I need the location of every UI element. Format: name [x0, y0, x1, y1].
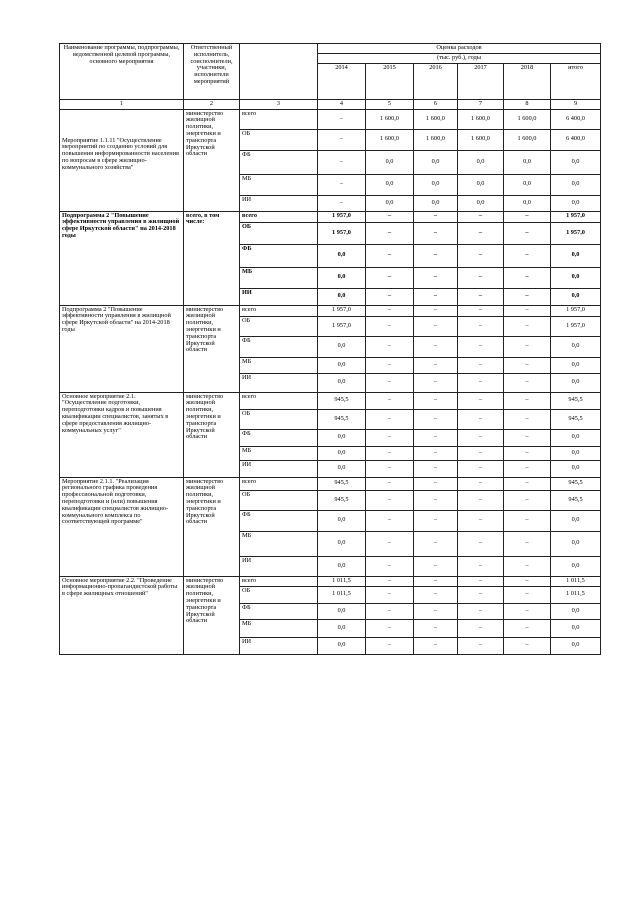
year-value-cell: –	[414, 267, 458, 288]
year-value-cell: –	[414, 510, 458, 531]
total-cell: 1 011,5	[551, 586, 601, 603]
year-value-cell: 0,0	[318, 637, 366, 654]
year-value-cell: –	[414, 619, 458, 637]
total-cell: 945,5	[551, 477, 601, 490]
header-year: 2016	[414, 63, 458, 99]
total-cell: 1 957,0	[551, 211, 601, 222]
year-value-cell: 1 957,0	[318, 305, 366, 316]
year-value-cell: –	[504, 211, 551, 222]
funding-source: ОБ	[240, 586, 318, 603]
year-value-cell: –	[458, 576, 504, 586]
year-value-cell: –	[458, 222, 504, 244]
year-value-cell: 1 600,0	[366, 129, 414, 150]
year-value-cell: –	[318, 109, 366, 129]
year-value-cell: 1 011,5	[318, 586, 366, 603]
total-cell: 1 957,0	[551, 305, 601, 316]
funding-source: ИИ	[240, 556, 318, 576]
total-cell: 0,0	[551, 446, 601, 460]
program-name: Основное мероприятие 2.1. "Осуществление подготовки, переподготовки кадров и повышения квалификации специалистов, занятых в сфере предоставления жилищно-коммунальных услуг"	[60, 392, 184, 477]
year-value-cell: 0,0	[458, 174, 504, 195]
total-cell: 1 957,0	[551, 316, 601, 336]
year-value-cell: 1 600,0	[504, 129, 551, 150]
year-value-cell: –	[318, 129, 366, 150]
year-value-cell: 945,5	[318, 490, 366, 510]
year-value-cell: –	[504, 477, 551, 490]
year-value-cell: 0,0	[318, 429, 366, 446]
funding-source: ФБ	[240, 336, 318, 357]
total-cell: 0,0	[551, 336, 601, 357]
year-value-cell: –	[366, 409, 414, 429]
year-value-cell: –	[366, 619, 414, 637]
year-value-cell: 1 600,0	[458, 109, 504, 129]
year-value-cell: –	[366, 460, 414, 477]
year-value-cell: –	[414, 392, 458, 409]
responsible-executor: министерство жилищной политики, энергетики и транспорта Иркутской области	[184, 477, 240, 576]
funding-source: ФБ	[240, 150, 318, 174]
funding-source: ОБ	[240, 129, 318, 150]
year-value-cell: –	[414, 409, 458, 429]
year-value-cell: 1 600,0	[366, 109, 414, 129]
year-value-cell: 0,0	[458, 195, 504, 211]
total-cell: 6 400,0	[551, 129, 601, 150]
year-value-cell: –	[414, 490, 458, 510]
year-value-cell: –	[504, 409, 551, 429]
funding-source: всего	[240, 576, 318, 586]
year-value-cell: 945,5	[318, 392, 366, 409]
funding-source: всего	[240, 392, 318, 409]
col-number: 5	[366, 99, 414, 109]
header-blank	[240, 44, 318, 100]
table-row	[60, 305, 601, 316]
year-value-cell: –	[366, 446, 414, 460]
total-cell: 0,0	[551, 267, 601, 288]
year-value-cell: –	[504, 429, 551, 446]
expense-table	[59, 43, 601, 655]
table-row	[60, 477, 601, 490]
year-value-cell: –	[458, 510, 504, 531]
year-value-cell: 945,5	[318, 477, 366, 490]
responsible-executor: всего, в том числе:	[184, 211, 240, 305]
year-value-cell: –	[414, 244, 458, 267]
year-value-cell: 0,0	[366, 174, 414, 195]
year-value-cell: –	[414, 603, 458, 619]
year-value-cell: –	[504, 373, 551, 392]
col-number: 9	[551, 99, 601, 109]
year-value-cell: –	[366, 211, 414, 222]
table-row	[60, 109, 601, 129]
year-value-cell: –	[318, 195, 366, 211]
funding-source: МБ	[240, 267, 318, 288]
funding-source: ФБ	[240, 429, 318, 446]
year-value-cell: –	[458, 244, 504, 267]
total-cell: 0,0	[551, 603, 601, 619]
year-value-cell: –	[366, 244, 414, 267]
year-value-cell: 0,0	[318, 510, 366, 531]
year-value-cell: –	[458, 586, 504, 603]
header-year: 2017	[458, 63, 504, 99]
total-cell: 0,0	[551, 637, 601, 654]
total-cell: 1 957,0	[551, 222, 601, 244]
year-value-cell: –	[504, 267, 551, 288]
year-value-cell: –	[366, 576, 414, 586]
total-cell: 0,0	[551, 288, 601, 305]
year-value-cell: 1 957,0	[318, 211, 366, 222]
total-cell: 945,5	[551, 392, 601, 409]
year-value-cell: 0,0	[318, 531, 366, 556]
year-value-cell: –	[414, 357, 458, 373]
header-unit: (тыс. руб.), годы	[318, 53, 601, 63]
year-value-cell: 0,0	[318, 619, 366, 637]
year-value-cell: 0,0	[318, 373, 366, 392]
year-value-cell: –	[504, 510, 551, 531]
year-value-cell: –	[366, 510, 414, 531]
year-value-cell: –	[414, 460, 458, 477]
year-value-cell: –	[458, 477, 504, 490]
year-value-cell: –	[504, 637, 551, 654]
year-value-cell: –	[414, 288, 458, 305]
year-value-cell: 0,0	[318, 357, 366, 373]
year-value-cell: –	[504, 490, 551, 510]
year-value-cell: –	[414, 576, 458, 586]
total-cell: 0,0	[551, 174, 601, 195]
col-number: 6	[414, 99, 458, 109]
year-value-cell: –	[458, 288, 504, 305]
year-value-cell: –	[504, 446, 551, 460]
year-value-cell: –	[414, 336, 458, 357]
total-cell: 0,0	[551, 556, 601, 576]
year-value-cell: 1 600,0	[414, 129, 458, 150]
year-value-cell: 1 600,0	[458, 129, 504, 150]
year-value-cell: –	[458, 409, 504, 429]
funding-source: всего	[240, 305, 318, 316]
program-name: Подпрограмма 2 "Повышение эффективности управления в жилищной сфере Иркутской области" на 2014-2018 годы	[60, 305, 184, 392]
year-value-cell: –	[504, 603, 551, 619]
total-cell: 0,0	[551, 357, 601, 373]
header-total: итого	[551, 63, 601, 99]
year-value-cell: –	[366, 373, 414, 392]
total-cell: 0,0	[551, 244, 601, 267]
year-value-cell: –	[458, 211, 504, 222]
year-value-cell: 0,0	[318, 603, 366, 619]
funding-source: МБ	[240, 174, 318, 195]
header-name: Наименование программы, подпрограммы, ведомственной целевой программы, основного мероприятия	[60, 44, 184, 100]
table-row	[60, 576, 601, 586]
responsible-executor: министерство жилищной политики, энергетики и транспорта Иркутской области	[184, 576, 240, 654]
funding-source: ИИ	[240, 373, 318, 392]
year-value-cell: –	[366, 392, 414, 409]
funding-source: МБ	[240, 531, 318, 556]
year-value-cell: –	[414, 211, 458, 222]
year-value-cell: –	[366, 477, 414, 490]
total-cell: 0,0	[551, 531, 601, 556]
funding-source: всего	[240, 211, 318, 222]
responsible-executor: министерство жилищной политики, энергетики и транспорта Иркутской области	[184, 392, 240, 477]
year-value-cell: –	[504, 336, 551, 357]
total-cell: 1 011,5	[551, 576, 601, 586]
year-value-cell: –	[366, 288, 414, 305]
col-number: 2	[184, 99, 240, 109]
program-name: Основное мероприятие 2.2. "Проведение информационно-пропагандистской работы в сфере жилищных отношений"	[60, 576, 184, 654]
responsible-executor: министерство жилищной политики, энергетики и транспорта Иркутской области	[184, 109, 240, 211]
year-value-cell: –	[414, 316, 458, 336]
year-value-cell: –	[366, 357, 414, 373]
funding-source: ИИ	[240, 637, 318, 654]
year-value-cell: –	[458, 357, 504, 373]
responsible-executor: министерство жилищной политики, энергетики и транспорта Иркутской области	[184, 305, 240, 392]
total-cell: 0,0	[551, 195, 601, 211]
total-cell: 945,5	[551, 409, 601, 429]
year-value-cell: –	[366, 603, 414, 619]
year-value-cell: –	[366, 531, 414, 556]
header-year: 2018	[504, 63, 551, 99]
total-cell: 6 400,0	[551, 109, 601, 129]
total-cell: 0,0	[551, 460, 601, 477]
total-cell: 0,0	[551, 619, 601, 637]
table-row	[60, 392, 601, 409]
year-value-cell: –	[366, 429, 414, 446]
year-value-cell: –	[458, 619, 504, 637]
year-value-cell: 0,0	[414, 174, 458, 195]
col-number: 7	[458, 99, 504, 109]
col-number: 1	[60, 99, 184, 109]
funding-source: ОБ	[240, 490, 318, 510]
year-value-cell: 1 011,5	[318, 576, 366, 586]
year-value-cell: –	[504, 288, 551, 305]
year-value-cell: 0,0	[504, 174, 551, 195]
year-value-cell: –	[458, 637, 504, 654]
year-value-cell: 0,0	[366, 150, 414, 174]
year-value-cell: –	[366, 222, 414, 244]
program-name: Мероприятие 2.1.1. "Реализация регионального графика проведения профессиональной подготовки, переподготовки и (или) повышения квалификации специалистов жилищно-коммунального комплекса по соответствующей программе"	[60, 477, 184, 576]
year-value-cell: –	[458, 267, 504, 288]
year-value-cell: 945,5	[318, 409, 366, 429]
year-value-cell: –	[366, 336, 414, 357]
year-value-cell: 0,0	[318, 288, 366, 305]
header-estimate: Оценка расходов	[318, 44, 601, 54]
program-name: Мероприятие 1.1.11 "Осуществление мероприятий по созданию условий для повышения информированности населения по вопросам в сфере жилищно-коммунального хозяйства"	[60, 109, 184, 211]
funding-source: ФБ	[240, 603, 318, 619]
funding-source: ИИ	[240, 195, 318, 211]
year-value-cell: 0,0	[504, 150, 551, 174]
year-value-cell: –	[414, 305, 458, 316]
year-value-cell: –	[458, 392, 504, 409]
total-cell: 945,5	[551, 490, 601, 510]
year-value-cell: 0,0	[504, 195, 551, 211]
year-value-cell: –	[504, 357, 551, 373]
col-number: 4	[318, 99, 366, 109]
year-value-cell: –	[504, 316, 551, 336]
year-value-cell: –	[504, 392, 551, 409]
year-value-cell: –	[414, 556, 458, 576]
year-value-cell: 1 600,0	[504, 109, 551, 129]
year-value-cell: 1 957,0	[318, 222, 366, 244]
year-value-cell: –	[366, 586, 414, 603]
year-value-cell: 0,0	[318, 244, 366, 267]
funding-source: ИИ	[240, 460, 318, 477]
funding-source: ОБ	[240, 409, 318, 429]
year-value-cell: 0,0	[318, 460, 366, 477]
year-value-cell: –	[504, 619, 551, 637]
header-year: 2014	[318, 63, 366, 99]
year-value-cell: –	[414, 373, 458, 392]
year-value-cell: 0,0	[414, 195, 458, 211]
funding-source: всего	[240, 477, 318, 490]
funding-source: ФБ	[240, 244, 318, 267]
header-year: 2015	[366, 63, 414, 99]
year-value-cell: –	[458, 556, 504, 576]
year-value-cell: –	[318, 174, 366, 195]
year-value-cell: –	[504, 244, 551, 267]
year-value-cell: –	[366, 267, 414, 288]
year-value-cell: –	[504, 531, 551, 556]
year-value-cell: –	[366, 316, 414, 336]
total-cell: 0,0	[551, 429, 601, 446]
year-value-cell: –	[458, 603, 504, 619]
year-value-cell: 0,0	[318, 336, 366, 357]
funding-source: МБ	[240, 357, 318, 373]
year-value-cell: –	[504, 222, 551, 244]
table-row	[60, 211, 601, 222]
year-value-cell: –	[366, 637, 414, 654]
year-value-cell: –	[458, 446, 504, 460]
funding-source: всего	[240, 109, 318, 129]
year-value-cell: –	[414, 531, 458, 556]
year-value-cell: –	[414, 637, 458, 654]
year-value-cell: –	[318, 150, 366, 174]
total-cell: 0,0	[551, 373, 601, 392]
year-value-cell: –	[414, 446, 458, 460]
year-value-cell: –	[504, 556, 551, 576]
year-value-cell: –	[458, 429, 504, 446]
funding-source: ИИ	[240, 288, 318, 305]
year-value-cell: –	[458, 460, 504, 477]
year-value-cell: –	[366, 490, 414, 510]
year-value-cell: 0,0	[414, 150, 458, 174]
year-value-cell: –	[458, 373, 504, 392]
year-value-cell: –	[414, 429, 458, 446]
year-value-cell: –	[366, 556, 414, 576]
year-value-cell: –	[504, 586, 551, 603]
funding-source: МБ	[240, 619, 318, 637]
year-value-cell: –	[414, 222, 458, 244]
year-value-cell: –	[414, 477, 458, 490]
year-value-cell: 0,0	[318, 556, 366, 576]
funding-source: ОБ	[240, 316, 318, 336]
year-value-cell: –	[504, 305, 551, 316]
total-cell: 0,0	[551, 510, 601, 531]
year-value-cell: 0,0	[318, 446, 366, 460]
program-name: Подпрограмма 2 "Повышение эффективности управления в жилищной сфере Иркутской области" на 2014-2018 годы	[60, 211, 184, 305]
year-value-cell: 0,0	[458, 150, 504, 174]
col-number: 8	[504, 99, 551, 109]
year-value-cell: –	[458, 531, 504, 556]
year-value-cell: –	[458, 336, 504, 357]
year-value-cell: –	[504, 576, 551, 586]
year-value-cell: 1 600,0	[414, 109, 458, 129]
year-value-cell: 0,0	[318, 267, 366, 288]
year-value-cell: –	[458, 490, 504, 510]
year-value-cell: –	[458, 316, 504, 336]
funding-source: МБ	[240, 446, 318, 460]
year-value-cell: 0,0	[366, 195, 414, 211]
total-cell: 0,0	[551, 150, 601, 174]
year-value-cell: –	[366, 305, 414, 316]
funding-source: ФБ	[240, 510, 318, 531]
year-value-cell: –	[414, 586, 458, 603]
funding-source: ОБ	[240, 222, 318, 244]
col-number: 3	[240, 99, 318, 109]
year-value-cell: –	[504, 460, 551, 477]
year-value-cell: 1 957,0	[318, 316, 366, 336]
header-responsible: Ответственный исполнитель, соисполнители, участники, исполнители мероприятий	[184, 44, 240, 100]
year-value-cell: –	[458, 305, 504, 316]
